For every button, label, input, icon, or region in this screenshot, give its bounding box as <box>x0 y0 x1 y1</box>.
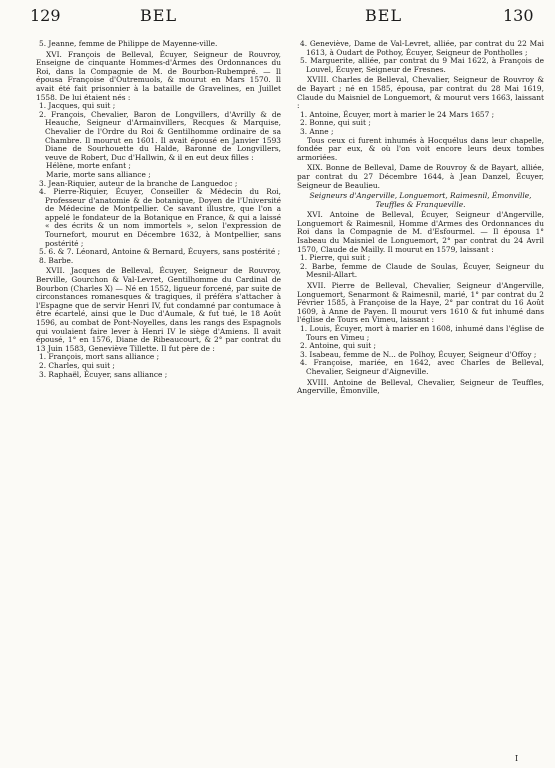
paragraph: XVIII. Charles de Belleval, Chevalier, Seigneur de Rouvroy & de Bayart ; né en 1585, épousa, par contrat du 28 Mai 1619, Claude du Maisniel de Longuemort, & mourut vers 1663, laissant : <box>297 75 544 111</box>
paragraph: 5. Jeanne, femme de Philippe de Mayenne-ville. <box>39 39 218 48</box>
paragraph: 1. Jacques, qui suit ; <box>39 101 116 111</box>
paragraph: 5. Marguerite, alliée, par contrat du 9 Mai 1622, à François de Louvel, Écuyer, Seigneur de Fresnes. <box>300 56 544 74</box>
paragraph: XVII. Pierre de Belleval, Chevalier, Seigneur d'Angerville, Longuemort, Senarmont & Raimesnil, marié, 1° par contrat du 2 Février 1585, à Françoise de la Haye, 2° par contrat du 16 Août 1609, à Anne de Payen. Il mourut vers 1610 & fut inhumé dans l'église de Tours en Vimeu, laissant : <box>297 281 544 325</box>
left-column <box>36 40 281 379</box>
paragraph: 8. Barbe. <box>39 255 74 265</box>
paragraph: 4. Geneviève, Dame de Val-Levret, alliée, par contrat du 22 Mai 1613, à Oudart de Pothoy, Écuyer, Seigneur de Pontholles ; <box>300 39 544 57</box>
paragraph: XVII. Jacques de Belleval, Écuyer, Seigneur de Rouvroy, Berville, Gourchon & Val-Levret, Gentilhomme du Cardinal de Bourbon (Charles X) — Né en 1552, ligueur forcené, par suite de circonstances romanesques & tragiques, il préféra s'attacher à l'Espagne que de servir Henri IV, fut condamné par contumace à être écartelé, ainsi que le Duc d'Aumale, & fut tué, le 18 Août 1596, au combat de Pont-Noyelles, dans les rangs des Espagnols qui voulaient faire lever à Henri IV le siège d'Amiens. Il avait épousé, 1° en 1576, Diane de Ribeaucourt, & 2° par contrat du 13 Juin 1583, Geneviève Tillette. Il fut père de : <box>36 266 281 353</box>
running-title-right: BEL <box>365 6 403 25</box>
paragraph: 1. Pierre, qui suit ; <box>300 253 371 263</box>
paragraph: 1. Antoine, Écuyer, mort à marier le 24 Mars 1657 ; <box>300 109 495 119</box>
paragraph: 4. Françoise, mariée, en 1642, avec Charles de Belleval, Chevalier, Seigneur d'Aigneville. <box>300 358 544 376</box>
signature-mark: I <box>515 754 519 763</box>
paragraph: 3. Anne ; <box>300 126 334 136</box>
paragraph: Hélène, morte enfant ; <box>46 161 131 171</box>
paragraph: 2. Bonne, qui suit ; <box>300 118 371 128</box>
paragraph: 5. 6. & 7. Léonard, Antoine & Bernard, Écuyers, sans postérité ; <box>39 247 281 257</box>
paragraph: XVI. Antoine de Belleval, Écuyer, Seigneur d'Angerville, Longuemort & Raimesnil, Homme d'Armes des Ordonnances du Roi dans la Compagnie de M. d'Esfourmel. — Il épousa 1° Isabeau du Maisniel de Longuemort, 2° par contrat du 24 Avril 1570, Claude de Mailly. Il mourut en 1579, laissant : <box>297 210 544 254</box>
paragraph: Seigneurs d'Angerville, Longuemort, Raimesnil, Émonville, Teuffles & Franqueville. <box>309 191 532 209</box>
paragraph: Tous ceux ci furent inhumés à Hocquélus dans leur chapelle, fondée par eux, & où l'on voit encore leurs deux tombes armoriées. <box>297 135 544 162</box>
paragraph: 2. Antoine, qui suit ; <box>300 341 377 351</box>
paragraph: 3. Jean-Riquier, auteur de la branche de Languedoc ; <box>39 178 238 188</box>
paragraph: XVI. François de Belleval, Écuyer, Seigneur de Rouvroy, Enseigne de cinquante Hommes-d'Armes des Ordonnances du Roi, dans la Compagnie de M. de Bourbon-Rubempré. — Il épousa Françoise d'Outremuols, & mourut en Mars 1570. Il avait été fait prisonnier à la bataille de Gravelines, en Juillet 1558. De lui étaient nés : <box>36 49 281 102</box>
paragraph: 1. Louis, Écuyer, mort à marier en 1608, inhumé dans l'église de Tours en Vimeu ; <box>300 324 544 342</box>
paragraph: 2. François, Chevalier, Baron de Longvillers, d'Avrilly & de Heauche, Seigneur d'Armainvillers, Recques & Marquise, Chevalier de l'Ordre du Roi & Gentilhomme ordinaire de sa Chambre. Il mourut en 1601. Il avait épousé en Janvier 1593 Diane de Sourhouette du Halde, Baronne de Longvillers, veuve de Robert, Duc d'Hallwin, & il en eut deux filles : <box>39 109 281 162</box>
page-number-left: 129 <box>30 6 61 25</box>
paragraph: 2. Charles, qui suit ; <box>39 360 115 370</box>
paragraph: Marie, morte sans alliance ; <box>46 169 151 179</box>
page-number-right: 130 <box>503 6 534 25</box>
paragraph: XIX. Bonne de Belleval, Dame de Rouvroy & de Bayart, alliée, par contrat du 27 Décembre 1644, à Jean Danzel, Écuyer, Seigneur de Beaulieu. <box>297 163 544 190</box>
paragraph: 3. Isabeau, femme de N... de Polhoy, Écuyer, Seigneur d'Offoy ; <box>300 349 537 359</box>
paragraph: 4. Pierre-Riquier, Écuyer, Conseiller & Médecin du Roi, Professeur d'anatomie & de botanique, Doyen de l'Université de Médecine de Montpellier. Ce savant illustre, que l'on a appelé le fondateur de la Botanique en France, & qui a laissé « des écrits & un nom immortels », selon l'expression de Tournefort, mourut en Décembre 1632, à Montpellier, sans postérité ; <box>39 187 281 248</box>
right-column <box>297 40 544 396</box>
paragraph: 3. Raphaël, Écuyer, sans alliance ; <box>39 369 168 379</box>
paragraph: XVIII. Antoine de Belleval, Chevalier, Seigneur de Teuffles, Angerville, Émonville, <box>297 377 544 396</box>
paragraph: 1. François, mort sans alliance ; <box>39 352 160 362</box>
running-title-left: BEL <box>140 6 178 25</box>
paragraph: 2. Barbe, femme de Claude de Soulas, Écuyer, Seigneur du Mesnil-Allart. <box>300 261 544 280</box>
